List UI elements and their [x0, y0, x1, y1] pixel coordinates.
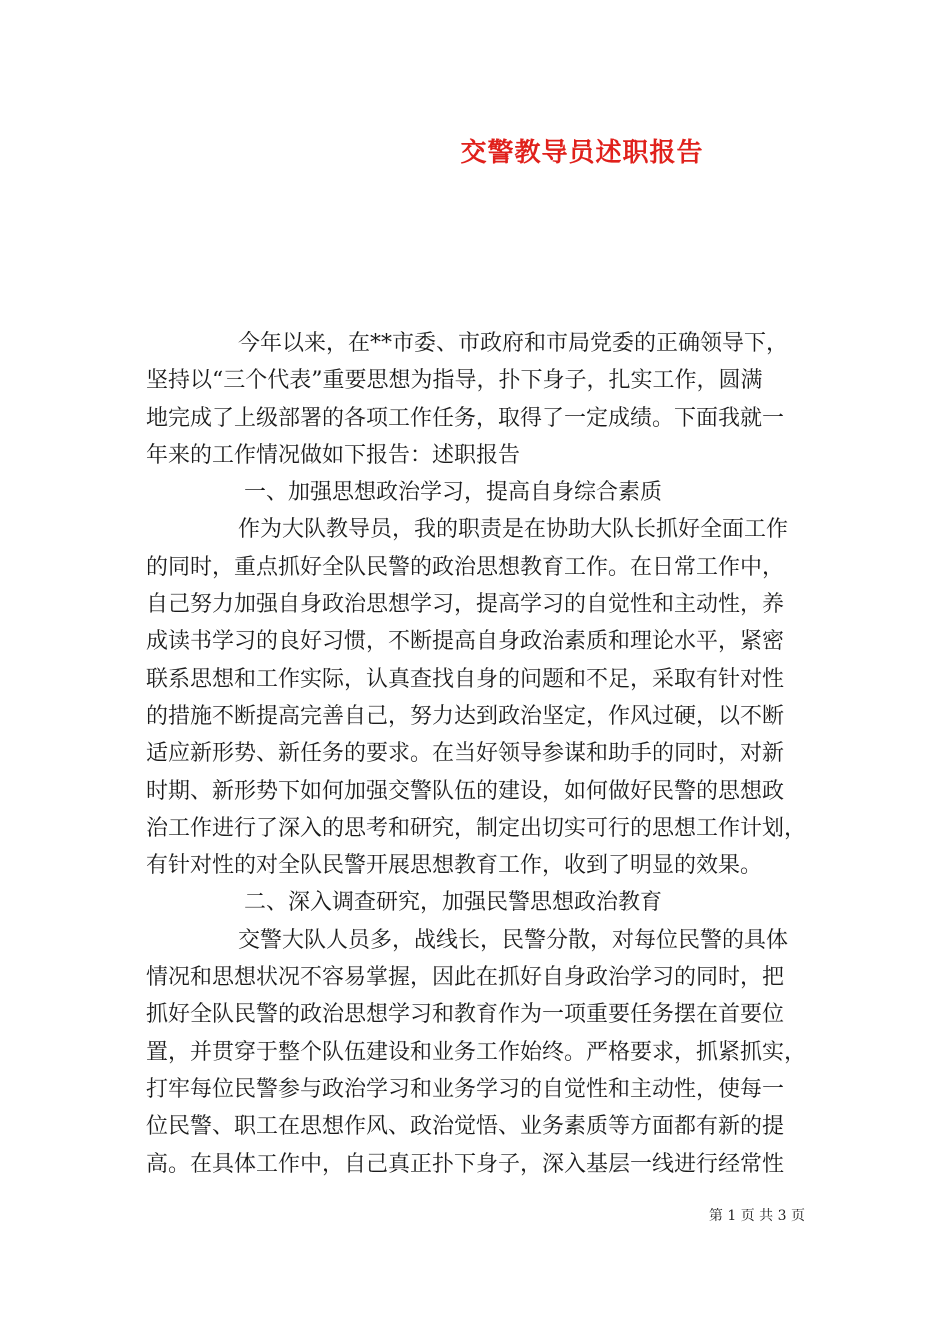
- page-footer: 第 1 页 共 3 页: [708, 1208, 805, 1224]
- text-line: 治工作进行了深入的思考和研究，制定出切实可行的思想工作计划，: [146, 815, 807, 841]
- text-line: 抓好全队民警的政治思想学习和教育作为一项重要任务摆在首要位: [146, 1002, 785, 1028]
- document-body: [146, 325, 822, 1183]
- text-line: 高。在具体工作中，自己真正扑下身子，深入基层一线进行经常性: [146, 1151, 785, 1177]
- text-line: 地完成了上级部署的各项工作任务，取得了一定成绩。下面我就一: [146, 405, 785, 431]
- text-line: 今年以来，在**市委、市政府和市局党委的正确领导下，: [238, 331, 789, 356]
- text-line: 有针对性的对全队民警开展思想教育工作，收到了明显的效果。: [146, 853, 763, 879]
- text-line: 打牢每位民警参与政治学习和业务学习的自觉性和主动性，使每一: [146, 1076, 785, 1102]
- section-heading: 一、加强思想政治学习，提高自身综合素质: [244, 480, 663, 506]
- text-line: 自己努力加强自身政治思想学习，提高学习的自觉性和主动性，养: [146, 592, 785, 618]
- text-line: 联系思想和工作实际，认真查找自身的问题和不足，采取有针对性: [146, 666, 785, 692]
- text-line: 坚持以“三个代表”重要思想为指导，扑下身子，扎实工作，圆满: [146, 368, 763, 394]
- text-line: 位民警、职工在思想作风、政治觉悟、业务素质等方面都有新的提: [146, 1114, 785, 1140]
- text-line: 成读书学习的良好习惯，不断提高自身政治素质和理论水平，紧密: [146, 629, 785, 655]
- text-line: 时期、新形势下如何加强交警队伍的建设，如何做好民警的思想政: [146, 778, 785, 804]
- text-line: 的措施不断提高完善自己，努力达到政治坚定，作风过硬，以不断: [146, 703, 785, 729]
- text-line: 置，并贯穿于整个队伍建设和业务工作始终。严格要求，抓紧抓实，: [146, 1039, 807, 1065]
- text-line: 情况和思想状况不容易掌握，因此在抓好自身政治学习的同时，把: [146, 965, 785, 991]
- document-title: 交警教导员述职报告: [460, 138, 704, 168]
- text-line: 交警大队人员多，战线长，民警分散，对每位民警的具体: [238, 927, 789, 953]
- section-heading: 二、深入调查研究，加强民警思想政治教育: [244, 890, 663, 916]
- text-line: 适应新形势、新任务的要求。在当好领导参谋和助手的同时，对新: [146, 741, 785, 767]
- text-line: 年来的工作情况做如下报告：述职报告: [146, 442, 521, 468]
- text-line: 作为大队教导员，我的职责是在协助大队长抓好全面工作: [238, 517, 789, 543]
- text-line: 的同时，重点抓好全队民警的政治思想教育工作。在日常工作中，: [146, 554, 785, 580]
